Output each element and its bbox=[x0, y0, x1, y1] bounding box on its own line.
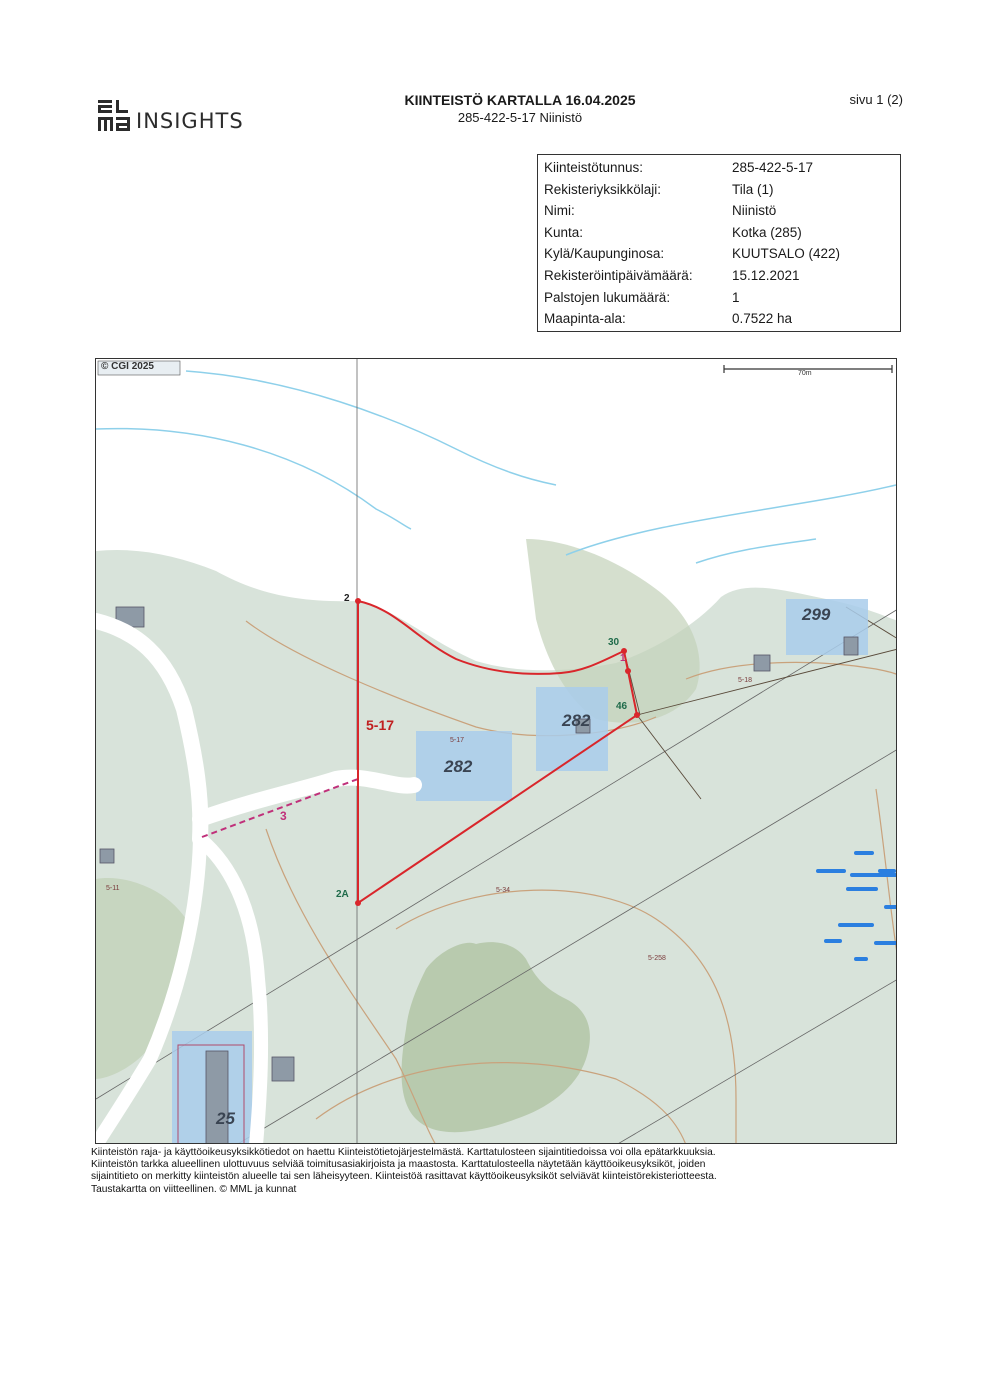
point-label-1: 1 bbox=[620, 653, 626, 664]
building-number: 299 bbox=[802, 605, 831, 624]
info-label: Kunta: bbox=[544, 224, 584, 240]
point-label-2: 2 bbox=[344, 593, 350, 604]
info-row bbox=[544, 157, 894, 179]
footer-line: Kiinteistön tarkka alueellinen ulottuvuus selviää toimitusasiakirjoista ja maastosta. Karttatulosteella näytetään käyttöoikeusyksiköt, joiden bbox=[91, 1159, 706, 1171]
point-label-30: 30 bbox=[608, 637, 620, 648]
building-number: 282 bbox=[562, 711, 591, 730]
copyright-label: © CGI 2025 bbox=[101, 361, 154, 372]
logo-text: INSIGHTS bbox=[136, 109, 244, 133]
info-row bbox=[544, 243, 894, 265]
alma-logo-mark-icon bbox=[96, 98, 134, 134]
info-label: Rekisteröintipäivämäärä: bbox=[544, 267, 693, 283]
info-value: 15.12.2021 bbox=[732, 267, 800, 283]
info-row bbox=[544, 265, 894, 287]
info-label: Kiinteistötunnus: bbox=[544, 160, 644, 175]
footer-disclaimer bbox=[91, 1147, 901, 1196]
footer-line: Kiinteistön raja- ja käyttöoikeusyksikkötiedot on haettu Kiinteistötietojärjestelmästä. Karttatulosteen sijaintitiedoissa voi olla epätarkkuuksia. bbox=[91, 1147, 716, 1158]
building-number: 25 bbox=[216, 1109, 235, 1128]
info-value: Kotka (285) bbox=[732, 224, 802, 240]
info-row bbox=[544, 287, 894, 309]
alma-insights-logo bbox=[96, 98, 244, 134]
info-value: 0.7522 ha bbox=[732, 311, 793, 327]
parcel-small-label: 5-34 bbox=[496, 887, 511, 894]
building-number: 282 bbox=[444, 757, 473, 776]
page-number: sivu 1 (2) bbox=[849, 92, 903, 107]
document-title: KIINTEISTÖ KARTALLA 16.04.2025 bbox=[404, 92, 636, 108]
info-row bbox=[544, 179, 894, 201]
point-label-46: 46 bbox=[616, 701, 628, 712]
info-value: 285-422-5-17 bbox=[732, 160, 814, 175]
info-label: Rekisteriyksikkölaji: bbox=[544, 181, 662, 197]
info-value: 1 bbox=[732, 289, 740, 305]
parcel-small-label: 5-18 bbox=[738, 677, 753, 684]
info-row bbox=[544, 222, 894, 244]
info-row bbox=[544, 308, 894, 330]
scale-label: 70m bbox=[798, 370, 812, 377]
info-label: Nimi: bbox=[544, 203, 575, 219]
info-value: Niinistö bbox=[732, 203, 777, 219]
map-canvas bbox=[96, 359, 897, 1144]
property-map[interactable] bbox=[95, 358, 897, 1144]
info-label: Palstojen lukumäärä: bbox=[544, 289, 671, 305]
info-label: Maapinta-ala: bbox=[544, 311, 626, 327]
parcel-label: 5-17 bbox=[366, 717, 395, 733]
parcel-small-label: 5-17 bbox=[450, 737, 465, 744]
parcel-small-label: 5-11 bbox=[106, 885, 120, 892]
parcel-small-label: 5-258 bbox=[648, 955, 666, 962]
info-label: Kylä/Kaupunginosa: bbox=[544, 246, 665, 262]
property-info-table bbox=[537, 154, 901, 332]
document-subtitle: 285-422-5-17 Niinistö bbox=[457, 110, 583, 125]
info-value: Tila (1) bbox=[732, 181, 774, 197]
easement-label: 3 bbox=[280, 809, 287, 823]
point-label-2a: 2A bbox=[336, 889, 349, 900]
footer-line: sijaintitieto on merkitty kiinteistön alueelle tai sen läheisyyteen. Kiinteistöä rasittavat käyttöoikeusyksiköt selviävät kiinteistörekisteriotteesta. bbox=[91, 1171, 717, 1183]
info-row bbox=[544, 200, 894, 222]
info-value: KUUTSALO (422) bbox=[732, 246, 841, 262]
footer-line: Taustakartta on viitteellinen. © MML ja kunnat bbox=[91, 1183, 297, 1195]
